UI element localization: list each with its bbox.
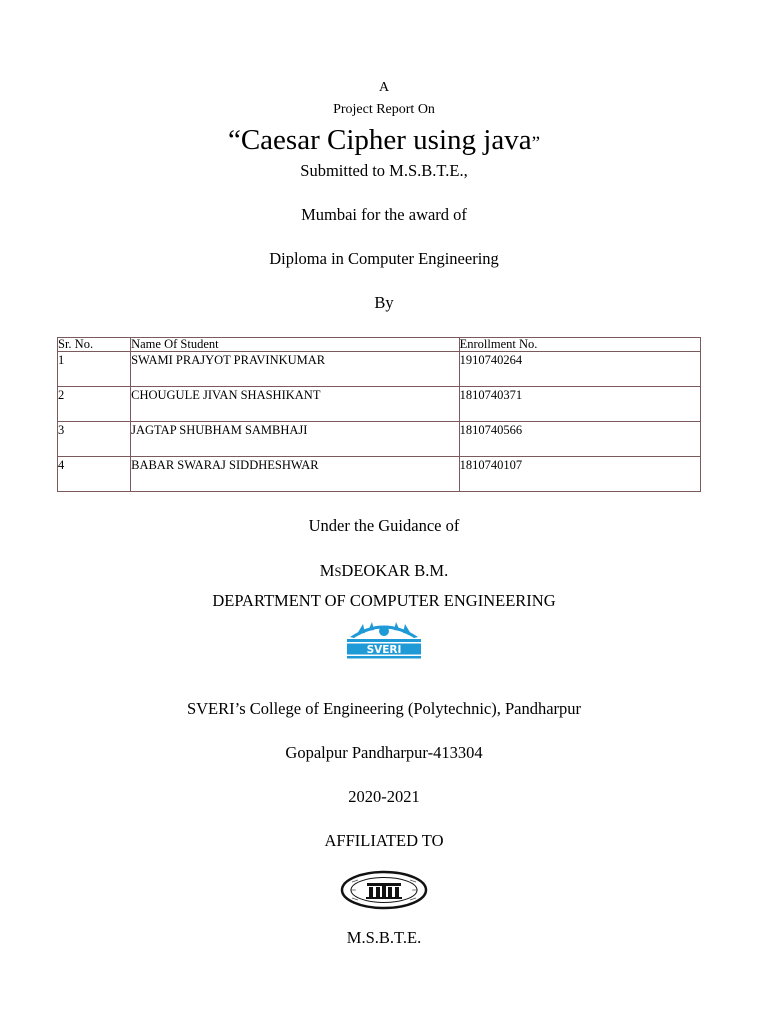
guide-name-text: DEOKAR B.M. xyxy=(341,561,449,580)
affiliated-label: AFFILIATED TO xyxy=(324,831,444,850)
title-close-quote: ” xyxy=(531,133,541,154)
cell-student-name: JAGTAP SHUBHAM SAMBHAJI xyxy=(131,422,460,457)
department-name: DEPARTMENT OF COMPUTER ENGINEERING xyxy=(212,591,556,610)
report-title xyxy=(0,124,768,157)
table-row xyxy=(58,352,701,387)
cell-sr-no: 2 xyxy=(58,387,131,422)
award-line: Mumbai for the award of xyxy=(301,205,467,224)
by-line: By xyxy=(374,293,394,312)
table-header-row xyxy=(58,338,701,352)
guidance-label: Under the Guidance of xyxy=(308,516,460,535)
sveri-logo-text: SVERI xyxy=(366,644,402,656)
cell-enrollment: 1810740371 xyxy=(459,387,700,422)
guide-prefix-cap: M xyxy=(319,561,335,580)
cell-sr-no: 1 xyxy=(58,352,131,387)
table-row xyxy=(58,387,701,422)
cell-enrollment: 1810740107 xyxy=(459,457,700,492)
msbte-seal xyxy=(340,870,428,910)
sveri-logo xyxy=(344,620,424,660)
guide-prefix-small: S xyxy=(334,565,342,579)
diploma-line: Diploma in Computer Engineering xyxy=(269,249,499,268)
table-row xyxy=(58,422,701,457)
student-table xyxy=(57,337,701,492)
cell-student-name: CHOUGULE JIVAN SHASHIKANT xyxy=(131,387,460,422)
cell-enrollment: 1810740566 xyxy=(459,422,700,457)
cell-student-name: BABAR SWARAJ SIDDHESHWAR xyxy=(131,457,460,492)
cover-letter-a: A xyxy=(378,80,390,95)
cell-sr-no: 3 xyxy=(58,422,131,457)
report-intro: Project Report On xyxy=(333,102,435,117)
header-sr-no: Sr. No. xyxy=(58,338,131,352)
table-row xyxy=(58,457,701,492)
title-text: Caesar Cipher using java xyxy=(240,124,532,156)
cell-sr-no: 4 xyxy=(58,457,131,492)
college-address: Gopalpur Pandharpur-413304 xyxy=(285,743,483,762)
header-student-name: Name Of Student xyxy=(131,338,460,352)
college-name: SVERI’s College of Engineering (Polytechnic), Pandharpur xyxy=(186,699,582,718)
guide-name xyxy=(0,561,768,581)
academic-year: 2020-2021 xyxy=(348,787,420,806)
cell-enrollment: 1910740264 xyxy=(459,352,700,387)
submitted-to: Submitted to M.S.B.T.E., xyxy=(300,161,468,180)
board-name: M.S.B.T.E. xyxy=(346,928,422,947)
title-open-quote: “ xyxy=(227,124,241,156)
header-enrollment: Enrollment No. xyxy=(459,338,700,352)
cell-student-name: SWAMI PRAJYOT PRAVINKUMAR xyxy=(131,352,460,387)
